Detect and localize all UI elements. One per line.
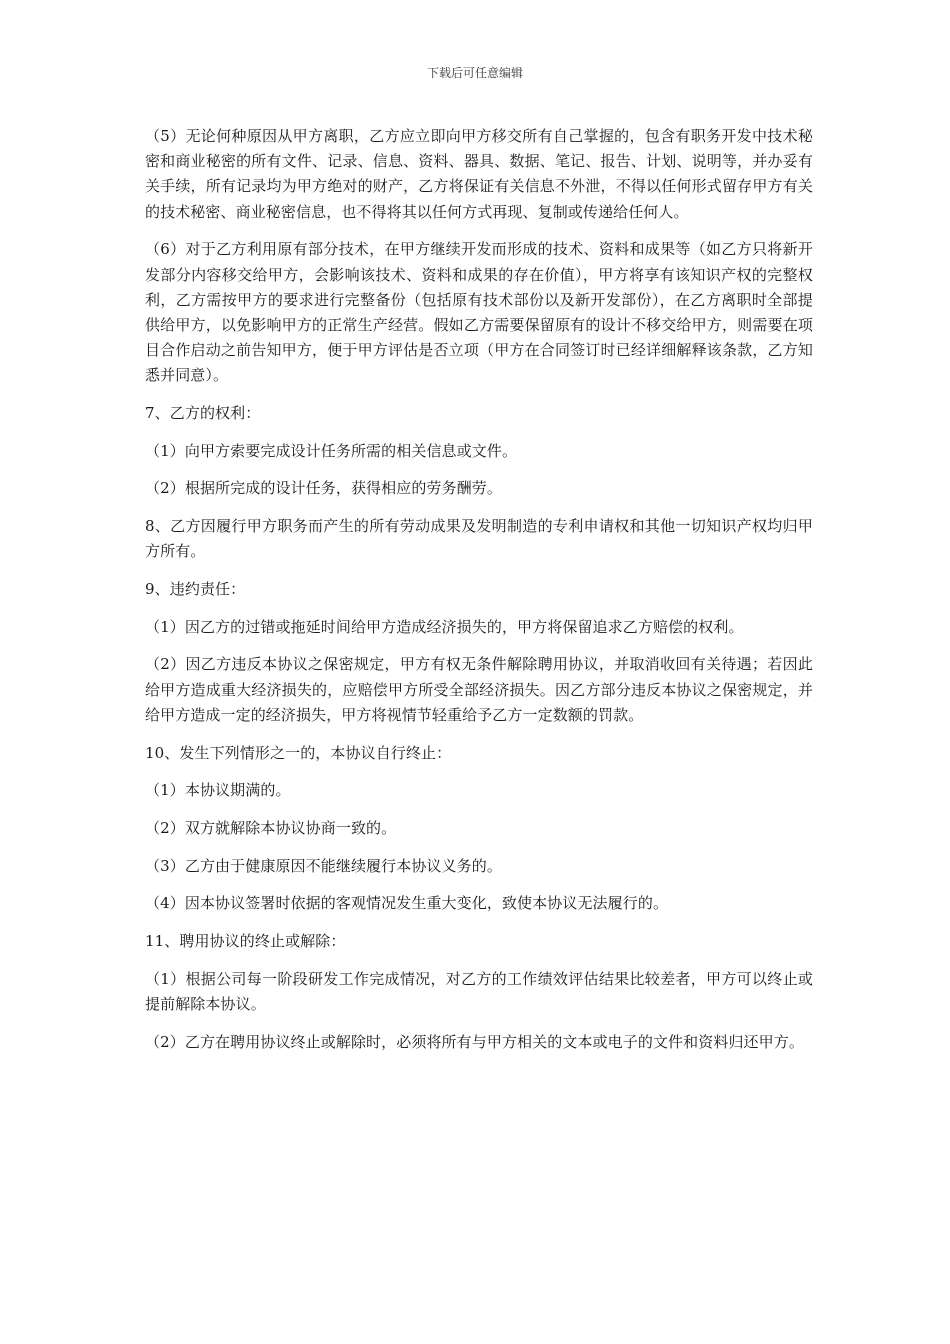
clause-paragraph: （4）因本协议签署时依据的客观情况发生重大变化，致使本协议无法履行的。: [145, 894, 669, 913]
clause-paragraph: （6）对于乙方利用原有部分技术，在甲方继续开发而形成的技术、资料和成果等（如乙方只将新开发部分内容移交给甲方，会影响该技术、资料和成果的存在价值），甲方将享有该知识产权的完整权利，乙方需按甲方的要求进行完整备份（包括原有技术部份以及新开发部份），在乙方离职时全部提供给甲方，以免影响甲方的正常生产经营。假如乙方需要保留原有的设计不移交给甲方，则需要在项目合作启动之前告知甲方，便于甲方评估是否立项（甲方在合同签订时已经详细解释该条款，乙方知悉并同意）。: [145, 240, 813, 385]
page-header: 下载后可任意编辑: [426, 66, 523, 80]
clause-paragraph: （2）根据所完成的设计任务，获得相应的劳务酬劳。: [145, 479, 502, 498]
section-heading: 10、发生下列情形之一的，本协议自行终止：: [145, 743, 452, 762]
clause-paragraph: （2）因乙方违反本协议之保密规定，甲方有权无条件解除聘用协议，并取消收回有关待遇；若因此给甲方造成重大经济损失的，应赔偿甲方所受全部经济损失。因乙方部分违反本协议之保密规定，并给甲方造成一定的经济损失，甲方将视情节轻重给予乙方一定数额的罚款。: [145, 655, 813, 724]
clause-paragraph: （2）双方就解除本协议协商一致的。: [145, 818, 397, 837]
clause-paragraph: （3）乙方由于健康原因不能继续履行本协议义务的。: [145, 856, 502, 875]
clause-paragraph: （1）根据公司每一阶段研发工作完成情况，对乙方的工作绩效评估结果比较差者，甲方可以终止或提前解除本协议。: [145, 969, 813, 1013]
clause-paragraph: （1）本协议期满的。: [145, 781, 291, 800]
clause-paragraph: （1）向甲方索要完成设计任务所需的相关信息或文件。: [145, 441, 518, 460]
clause-paragraph: （2）乙方在聘用协议终止或解除时，必须将所有与甲方相关的文本或电子的文件和资料归还甲方。: [145, 1032, 804, 1051]
section-heading: 11、聘用协议的终止或解除：: [145, 932, 346, 951]
section-heading: 7、乙方的权利：: [145, 404, 261, 423]
document-body: [145, 124, 813, 1067]
clause-paragraph: （1）因乙方的过错或拖延时间给甲方造成经济损失的，甲方将保留追求乙方赔偿的权利。: [145, 617, 744, 636]
section-heading: 8、乙方因履行甲方职务而产生的所有劳动成果及发明制造的专利申请权和其他一切知识产权均归甲方所有。: [145, 517, 813, 561]
clause-paragraph: （5）无论何种原因从甲方离职，乙方应立即向甲方移交所有自己掌握的，包含有职务开发中技术秘密和商业秘密的所有文件、记录、信息、资料、器具、数据、笔记、报告、计划、说明等，并办妥有关手续，所有记录均为甲方绝对的财产，乙方将保证有关信息不外泄，不得以任何形式留存甲方有关的技术秘密、商业秘密信息，也不得将其以任何方式再现、复制或传递给任何人。: [145, 127, 813, 221]
section-heading: 9、违约责任：: [145, 580, 246, 599]
